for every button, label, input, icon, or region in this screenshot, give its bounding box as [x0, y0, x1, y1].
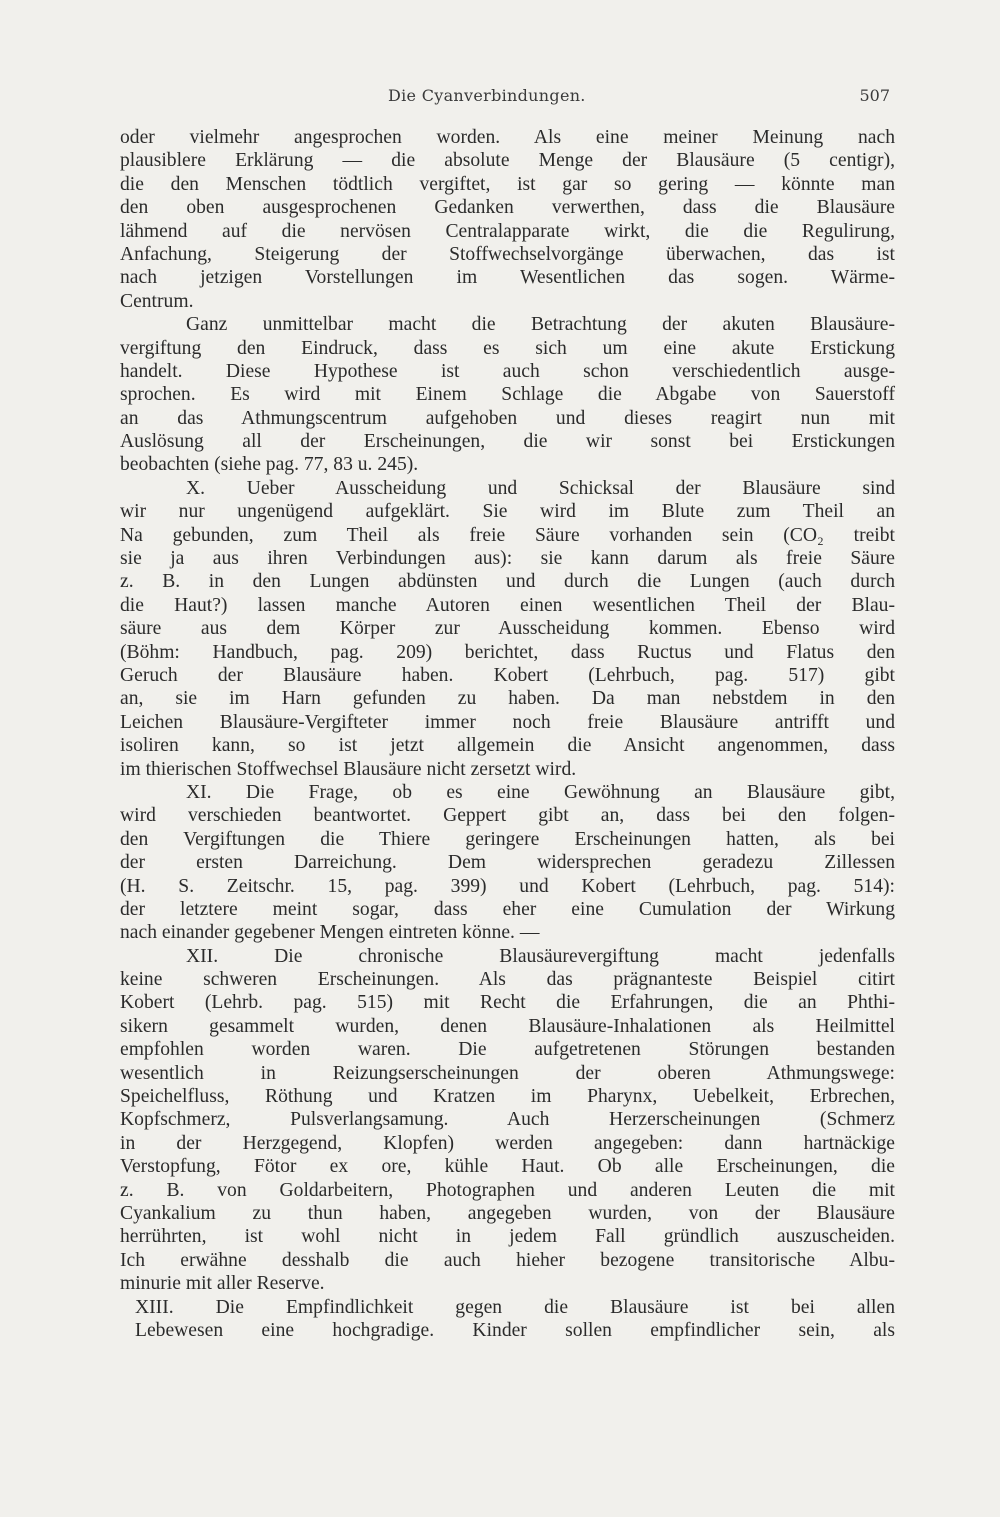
text-line: (H. S. Zeitschr. 15, pag. 399) und Kobert (Lehrbuch, pag. 514): — [120, 875, 895, 897]
text-line: oder vielmehr angesprochen worden. Als eine meiner Meinung nach — [120, 127, 895, 148]
text-line: empfohlen worden waren. Die aufgetretenen Störungen bestanden — [120, 1039, 895, 1061]
text-line: handelt. Diese Hypothese ist auch schon verschiedentlich ausge- — [120, 360, 895, 382]
text-line: Centrum. — [120, 290, 194, 312]
text-line: die Haut?) lassen manche Autoren einen wesentlichen Theil der Blau- — [120, 594, 895, 616]
text-line: Geruch der Blausäure haben. Kobert (Lehrbuch, pag. 517) gibt — [120, 664, 895, 686]
running-title: Die Cyanverbindungen. — [388, 86, 586, 105]
text-line: säure aus dem Körper zur Ausscheidung kommen. Ebenso wird — [120, 618, 895, 640]
text-line: keine schweren Erscheinungen. Als das prägnanteste Beispiel citirt — [120, 969, 895, 991]
text-line: im thierischen Stoffwechsel Blausäure nicht zersetzt wird. — [120, 758, 577, 780]
text-line: wir nur ungenügend aufgeklärt. Sie wird im Blute zum Theil an — [120, 501, 895, 523]
text-line: Auslösung all der Erscheinungen, die wir sonst bei Erstickungen — [120, 431, 895, 453]
text-line: nach jetzigen Vorstellungen im Wesentlichen das sogen. Wärme- — [120, 267, 895, 289]
text-line: beobachten (siehe pag. 77, 83 u. 245). — [120, 454, 419, 476]
text-line: herrührten, ist wohl nicht in jedem Fall gründlich auszuscheiden. — [120, 1226, 895, 1248]
text-line: minurie mit aller Reserve. — [120, 1273, 325, 1295]
text-line: Leichen Blausäure-Vergifteter immer noch freie Blausäure antrifft und — [120, 711, 895, 733]
page-number: 507 — [859, 86, 890, 105]
text-line: Lebewesen eine hochgradige. Kinder sollen empfindlicher sein, als — [135, 1319, 895, 1341]
text-line: wesentlich in Reizungserscheinungen der oberen Athmungswege: — [120, 1062, 895, 1084]
text-line: Verstopfung, Fötor ex ore, kühle Haut. Ob alle Erscheinungen, die — [120, 1156, 895, 1178]
text-line: sikern gesammelt wurden, denen Blausäure-Inhalationen als Heilmittel — [120, 1015, 895, 1037]
text-line: Kopfschmerz, Pulsverlangsamung. Auch Herzerscheinungen (Schmerz — [120, 1109, 895, 1131]
text-line: wird verschieden beantwortet. Geppert gibt an, dass bei den folgen- — [120, 805, 895, 827]
page-header — [120, 86, 890, 112]
paragraph-first-line: Ganz unmittelbar macht die Betrachtung der akuten Blausäure- — [186, 314, 895, 336]
text-line: Ich erwähne desshalb die auch hieher bezogene transitorische Albu- — [120, 1249, 895, 1271]
text-line: z. B. von Goldarbeitern, Photographen und anderen Leuten die mit — [120, 1179, 895, 1201]
text-line: Speichelfluss, Röthung und Kratzen im Pharynx, Uebelkeit, Erbrechen, — [120, 1086, 895, 1108]
text-line: der ersten Darreichung. Dem widersprechen geradezu Zillessen — [120, 852, 895, 874]
text-line: Cyankalium zu thun haben, angegeben wurden, von der Blausäure — [120, 1202, 895, 1224]
text-line: sie ja aus ihren Verbindungen aus): sie kann darum als freie Säure — [120, 548, 895, 570]
text-line: in der Herzgegend, Klopfen) werden angegeben: dann hartnäckige — [120, 1132, 895, 1154]
text-line: an, sie im Harn gefunden zu haben. Da man nebstdem in den — [120, 688, 895, 710]
text-line: vergiftung den Eindruck, dass es sich um eine akute Erstickung — [120, 337, 895, 359]
text-body — [120, 126, 895, 1342]
text-line: plausiblere Erklärung — die absolute Menge der Blausäure (5 centigr), — [120, 150, 895, 172]
text-line: isoliren kann, so ist jetzt allgemein die Ansicht angenommen, dass — [120, 735, 895, 757]
text-line: nach einander gegebener Mengen eintreten könne. — — [120, 922, 540, 944]
text-line: der letztere meint sogar, dass eher eine Cumulation der Wirkung — [120, 898, 895, 920]
text-line: Kobert (Lehrb. pag. 515) mit Recht die Erfahrungen, die an Phthi- — [120, 992, 895, 1014]
text-line: Na gebunden, zum Theil als freie Säure vorhanden sein (CO₂ treibt — [120, 524, 895, 546]
text-line: sprochen. Es wird mit Einem Schlage die Abgabe von Sauerstoff — [120, 384, 895, 406]
text-line: den Vergiftungen die Thiere geringere Erscheinungen hatten, als bei — [120, 828, 895, 850]
section-x-first-line: X. Ueber Ausscheidung und Schicksal der Blausäure sind — [186, 477, 895, 499]
text-line: lähmend auf die nervösen Centralapparate wirkt, die die Regulirung, — [120, 220, 895, 242]
section-xiii-first-line: XIII. Die Empfindlichkeit gegen die Blausäure ist bei allen — [135, 1296, 895, 1318]
text-line: Anfachung, Steigerung der Stoffwechselvorgänge überwachen, das ist — [120, 243, 895, 265]
text-line: an das Athmungscentrum aufgehoben und dieses reagirt nun mit — [120, 407, 895, 429]
text-line: (Böhm: Handbuch, pag. 209) berichtet, dass Ructus und Flatus den — [120, 641, 895, 663]
text-line: die den Menschen tödtlich vergiftet, ist gar so gering — könnte man — [120, 173, 895, 195]
section-xi-first-line: XI. Die Frage, ob es eine Gewöhnung an Blausäure gibt, — [186, 781, 895, 803]
section-xii-first-line: XII. Die chronische Blausäurevergiftung macht jedenfalls — [186, 945, 895, 967]
text-line: den oben ausgesprochenen Gedanken verwerthen, dass die Blausäure — [120, 197, 895, 219]
text-line: z. B. in den Lungen abdünsten und durch die Lungen (auch durch — [120, 571, 895, 593]
